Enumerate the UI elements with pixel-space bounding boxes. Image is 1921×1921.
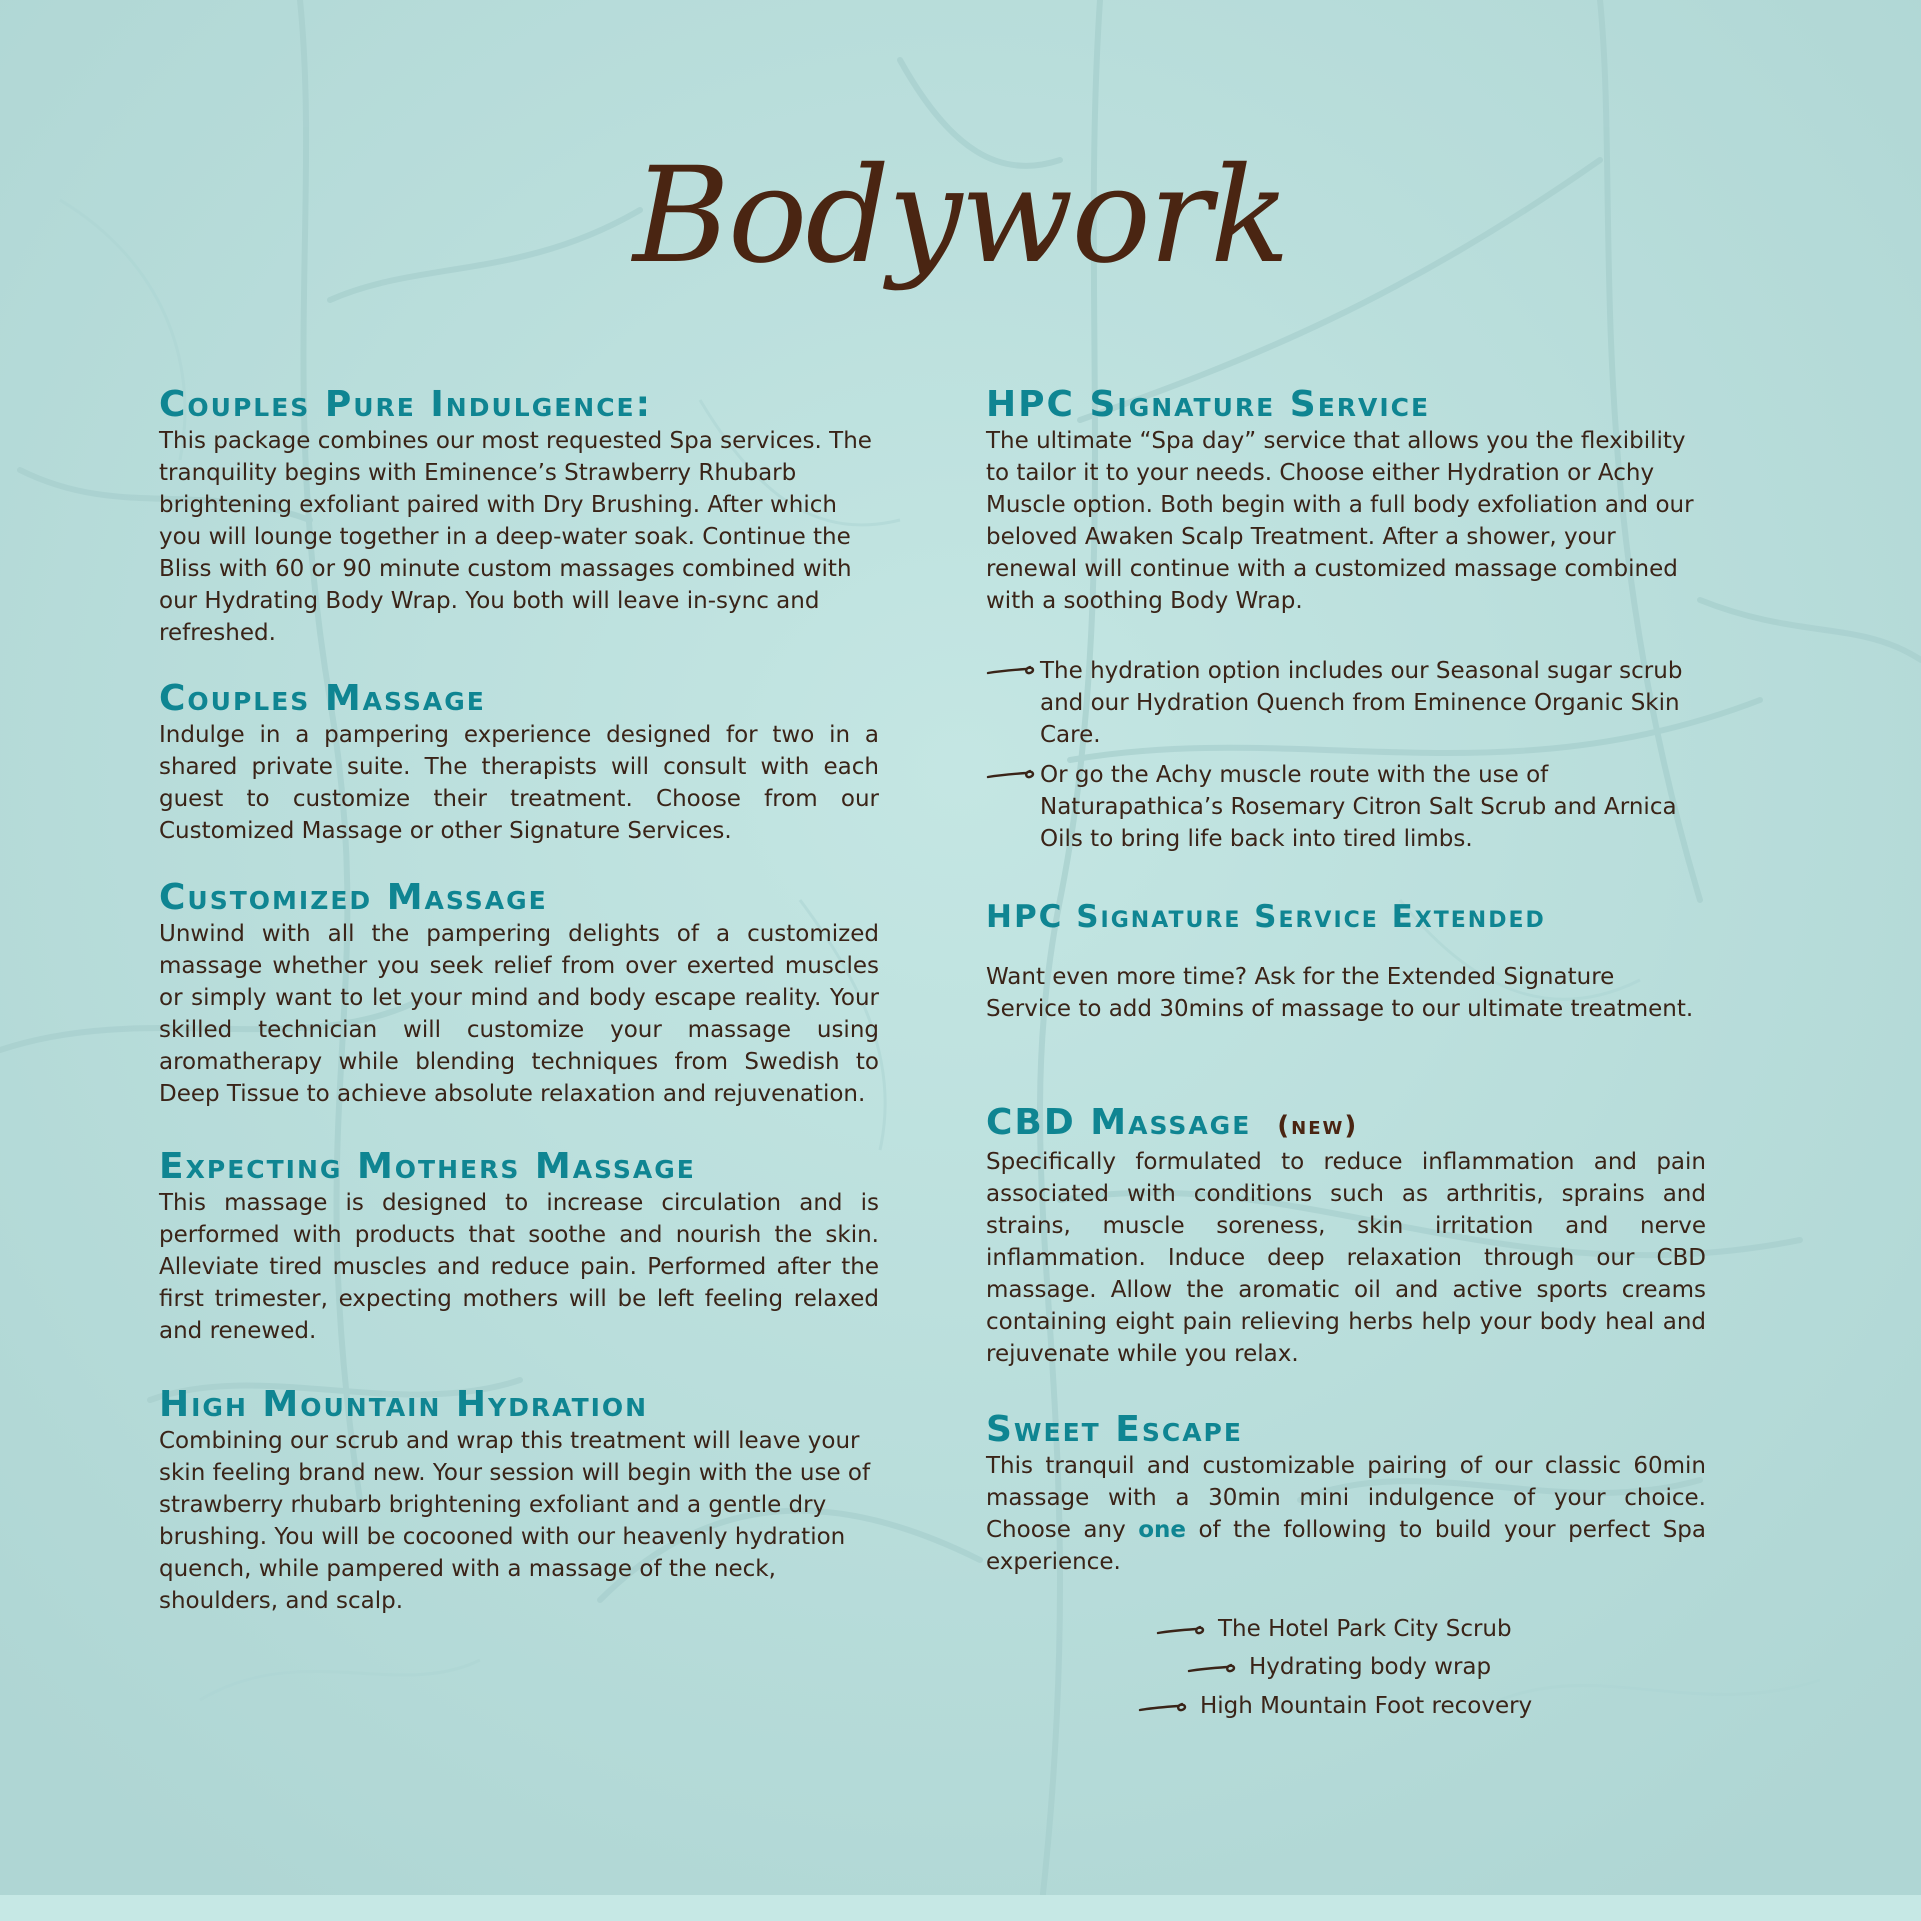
option-text: Hydrating body wrap xyxy=(1249,1654,1492,1680)
section-heading: Sweet Escape xyxy=(986,1409,1243,1450)
section-heading: Expecting Mothers Massage xyxy=(159,1146,696,1187)
section-body: Specifically formulated to reduce inflammation and pain associated with conditions such as arthritis, sprains and strains, muscle soreness, skin irritation and nerve inflammation. Induce deep relaxation through our CBD massage. Allow the aromatic oil and active sports creams containing eight pain relieving herbs help your body heal and rejuvenate while you relax. xyxy=(986,1149,1706,1367)
section-customized-massage xyxy=(159,878,879,1110)
section-hpc-signature-extended xyxy=(986,897,1706,1025)
section-heading: HPC Signature Service xyxy=(986,384,1431,425)
section-body: The ultimate “Spa day” service that allows you the flexibility to tailor it to your needs. Choose either Hydration or Achy Muscle option. Both begin with a full body exfoliation and our beloved Awaken Scalp Treatment. After a shower, your renewal will continue with a customized massage combined with a soothing Body Wrap. xyxy=(986,428,1694,614)
option-text: High Mountain Foot recovery xyxy=(1200,1693,1533,1719)
body-text: of the following to build your perfect Spa experience. xyxy=(986,1517,1706,1575)
page-title: Bodywork xyxy=(632,139,1289,293)
section-body: Combining our scrub and wrap this treatment will leave your skin feeling brand new. Your session will begin with the use of strawberry rhubarb brightening exfoliant and a gentle dry brushing. You will be cocooned with our heavenly hydration quench, while pampered with a massage of the neck, shoulders, and scalp. xyxy=(159,1428,871,1614)
section-couples-pure-indulgence xyxy=(159,385,879,649)
new-badge: (new) xyxy=(1277,1111,1359,1141)
option-text: The Hotel Park City Scrub xyxy=(1218,1616,1512,1642)
section-sweet-escape xyxy=(986,1410,1706,1578)
section-couples-massage xyxy=(159,679,879,847)
body-text: This tranquil and customizable pairing of our classic 60min massage with a 30min mini indulgence of your choice. Choose any xyxy=(986,1453,1706,1543)
swirl-bullet-icon xyxy=(986,765,1038,783)
list-item xyxy=(986,759,1706,855)
list-item-text: Or go the Achy muscle route with the use of Naturapathica’s Rosemary Citron Salt Scrub and Arnica Oils to bring life back into tired limbs. xyxy=(1040,762,1677,852)
section-heading: HPC Signature Service Extended xyxy=(986,899,1546,935)
section-heading: Customized Massage xyxy=(159,877,548,918)
list-item-text: The hydration option includes our Seasonal sugar scrub and our Hydration Quench from Eminence Organic Skin Care. xyxy=(1040,658,1683,748)
section-heading: High Mountain Hydration xyxy=(159,1384,649,1425)
section-body: This massage is designed to increase circulation and is performed with products that soothe and nourish the skin. Alleviate tired muscles and reduce pain. Performed after the first trimester, expecting mothers will be left feeling relaxed and renewed. xyxy=(159,1190,879,1344)
swirl-bullet-icon xyxy=(1156,1622,1208,1638)
bottom-strip xyxy=(0,1895,1921,1921)
section-high-mountain-hydration xyxy=(159,1385,879,1617)
section-heading: Couples Massage xyxy=(159,678,486,719)
section-body: This package combines our most requested Spa services. The tranquility begins with Eminence’s Strawberry Rhubarb brightening exfoliant paired with Dry Brushing. After which you will lounge together in a deep-water soak. Continue the Bliss with 60 or 90 minute custom massages combined with our Hydrating Body Wrap. You both will leave in-sync and refreshed. xyxy=(159,428,872,646)
section-expecting-mothers-massage xyxy=(159,1147,879,1347)
section-hpc-signature-service xyxy=(986,385,1706,855)
list-item xyxy=(986,655,1706,751)
section-heading: Couples Pure Indulgence: xyxy=(159,384,653,425)
section-body xyxy=(986,1450,1706,1578)
swirl-bullet-icon xyxy=(1187,1660,1239,1676)
swirl-bullet-icon xyxy=(1138,1699,1190,1715)
section-heading: CBD Massage xyxy=(986,1102,1252,1143)
option-item xyxy=(1187,1651,1491,1683)
section-cbd-massage xyxy=(986,1103,1706,1370)
section-body: Want even more time? Ask for the Extended Signature Service to add 30mins of massage to our ultimate treatment. xyxy=(986,964,1694,1022)
section-body: Indulge in a pampering experience designed for two in a shared private suite. The therapists will consult with each guest to customize their treatment. Choose from our Customized Massage or other Signature Services. xyxy=(159,722,879,844)
highlight-one: one xyxy=(1138,1517,1186,1543)
option-item xyxy=(1156,1613,1512,1645)
section-body: Unwind with all the pampering delights of a customized massage whether you seek relief from over exerted muscles or simply want to let your mind and body escape reality. Your skilled technician will customize your massage using aromatherapy while blending techniques from Swedish to Deep Tissue to achieve absolute relaxation and rejuvenation. xyxy=(159,921,879,1107)
option-item xyxy=(1138,1690,1532,1722)
swirl-bullet-icon xyxy=(986,661,1038,679)
